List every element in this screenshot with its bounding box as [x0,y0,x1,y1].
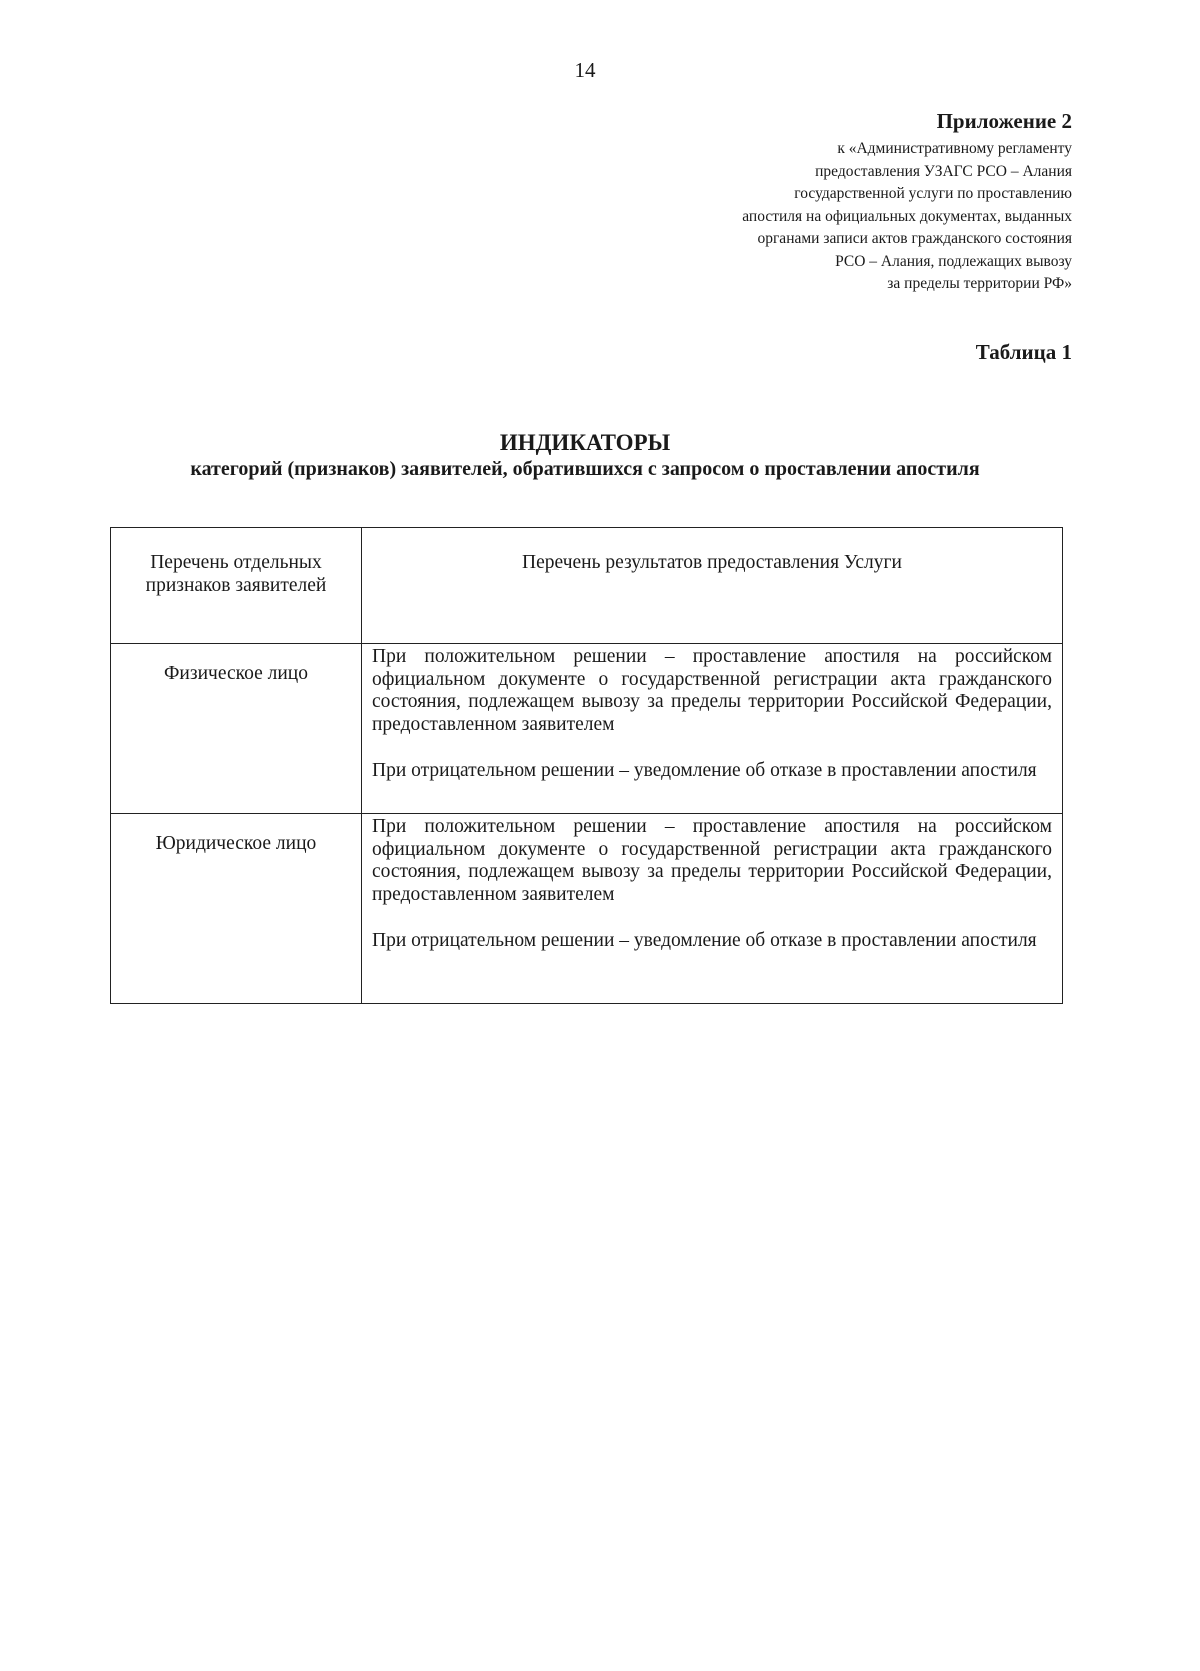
heading-title: ИНДИКАТОРЫ [499,430,671,455]
indicators-table [110,527,1063,1004]
category-cell: Юридическое лицо [111,814,362,1004]
appendix-block [742,108,1072,296]
table-header-row [111,528,1063,644]
appendix-title: Приложение 2 [936,109,1072,133]
table-label: Таблица 1 [975,340,1072,364]
document-heading [0,430,1170,482]
heading-subtitle: категорий (признаков) заявителей, обратившихся с запросом о проставлении апостиля [190,458,980,480]
appendix-line: РСО – Алания, подлежащих вывозу [835,252,1072,270]
positive-result-text: При положительном решении – проставление апостиля на российском официальном документе о государственной регистрации акта гражданского состояния, подлежащем вывозу за пределы территории Российской Федерации, предоставленном заявителем [372,816,1052,905]
negative-result-text: При отрицательном решении – уведомление об отказе в проставлении апостиля [372,760,1037,781]
positive-result-text: При положительном решении – проставление апостиля на российском официальном документе о государственной регистрации акта гражданского состояния, подлежащем вывозу за пределы территории Российской Федерации, предоставленном заявителем [372,646,1052,735]
appendix-line: органами записи актов гражданского состояния [757,230,1072,247]
category-cell: Физическое лицо [111,644,362,814]
result-cell [362,644,1063,814]
header-cell-categories: Перечень отдельных признаков заявителей [111,528,362,644]
appendix-line: государственной услуги по проставлению [794,185,1072,202]
result-cell [362,814,1063,1004]
table-row [111,814,1063,1004]
appendix-line: за пределы территории РФ» [887,275,1072,292]
appendix-line: к «Административному регламенту [837,140,1072,157]
header-cell-results: Перечень результатов предоставления Услуги [362,528,1063,644]
appendix-line: апостиля на официальных документах, выданных [742,207,1072,225]
page-number: 14 [574,58,596,82]
table-row [111,644,1063,814]
negative-result-text: При отрицательном решении – уведомление об отказе в проставлении апостиля [372,930,1037,951]
appendix-line: предоставления УЗАГС РСО – Алания [815,162,1072,180]
